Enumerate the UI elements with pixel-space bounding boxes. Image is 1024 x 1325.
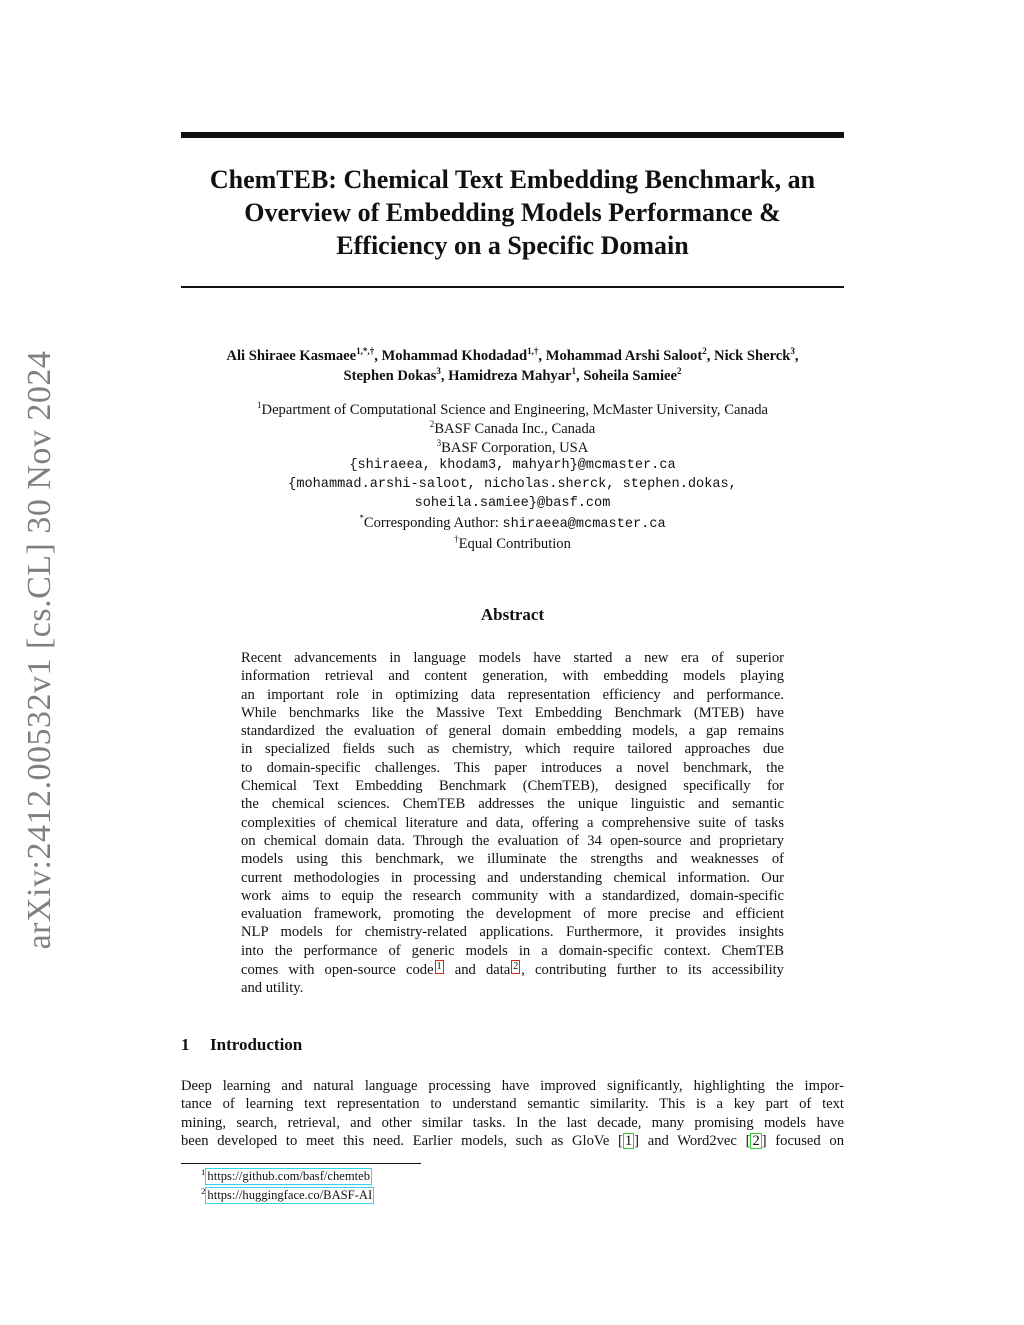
footnote-mark: 1 <box>201 1166 206 1177</box>
author-separator: , <box>794 348 799 364</box>
abstract-line: Recent advancements in language models have started a new era of superior <box>241 650 784 666</box>
abstract-line: complexities of chemical literature and data, offering a comprehensive suite of tasks <box>241 814 784 831</box>
author-affiliation-mark: 3 <box>436 366 441 377</box>
affiliation-text: BASF Corporation, USA <box>441 439 589 456</box>
affiliation-text: BASF Canada Inc., Canada <box>434 420 596 437</box>
footnote-rule <box>181 1163 421 1164</box>
citation-link-1[interactable]: 1 <box>624 1133 633 1150</box>
footnote <box>201 1186 701 1205</box>
footnotes <box>201 1167 701 1205</box>
affiliation-text: Department of Computational Science and Engineering, McMaster University, Canada <box>261 402 768 418</box>
introduction-text: ] focused on <box>761 1133 844 1150</box>
abstract-line: in specialized fields such as chemistry, which require tailored approaches due <box>241 741 784 758</box>
introduction-line-with-citations <box>181 1132 844 1150</box>
author-affiliation-mark: 3 <box>790 346 795 357</box>
abstract-line: standardized the evaluation of general domain embedding models, a gap remains <box>241 723 784 740</box>
author-name: Mohammad Khodadad <box>381 348 528 364</box>
paper-page <box>181 0 844 1325</box>
abstract-line: into the performance of generic models in a domain-specific context. ChemTEB <box>241 942 784 959</box>
abstract-line: on chemical domain data. Through the evaluation of 34 open-source and proprietary <box>241 832 784 849</box>
introduction-line: mining, search, retrieval, and other similar tasks. In the last decade, many promising models have <box>181 1114 844 1131</box>
abstract-line: work aims to equip the research community with a standardized, domain-specific <box>241 887 784 904</box>
paper-title <box>181 163 844 262</box>
author-name: Ali Shiraee Kasmaee <box>226 348 357 364</box>
abstract-line: Chemical Text Embedding Benchmark (ChemTEB), designed specifically for <box>241 778 784 795</box>
author-name: Stephen Dokas <box>343 368 437 384</box>
corresponding-author <box>181 514 844 535</box>
email-line: {mohammad.arshi-saloot, nicholas.sherck, stephen.dokas, <box>288 477 737 493</box>
introduction-line: tance of learning text representation to understand semantic similarity. This is a key part of text <box>181 1096 844 1113</box>
introduction-line: Deep learning and natural language processing have improved significantly, highlighting the impor- <box>181 1078 844 1094</box>
title-rule-bottom <box>181 286 844 288</box>
abstract-line: information retrieval and content generation, with embedding models playing <box>241 668 784 685</box>
abstract-line: evaluation framework, promoting the development of more precise and efficient <box>241 906 784 923</box>
footnote-link-2[interactable]: 2 <box>513 961 519 973</box>
footnote-mark: 2 <box>201 1185 206 1196</box>
abstract-line: current methodologies in processing and understanding chemical information. Our <box>241 869 784 886</box>
title-line: ChemTEB: Chemical Text Embedding Benchmark, an <box>209 165 816 194</box>
abstract-line: the chemical sciences. ChemTEB addresses the unique linguistic and semantic <box>241 796 784 813</box>
affiliation <box>181 439 844 458</box>
footnote-url-github[interactable]: https://github.com/basf/chemteb <box>207 1169 371 1183</box>
citation-link-2[interactable]: 2 <box>752 1133 760 1150</box>
equal-contribution-mark: † <box>454 533 459 544</box>
footnote-url-huggingface[interactable]: https://huggingface.co/BASF-AI <box>207 1188 373 1202</box>
author-affiliation-mark: 1,*,† <box>356 346 375 357</box>
author-line <box>181 346 844 366</box>
abstract-text: comes with open-source code <box>241 962 434 979</box>
affiliation <box>181 420 844 439</box>
arxiv-identifier-stamp: arXiv:2412.00532v1 [cs.CL] 30 Nov 2024 <box>21 350 58 950</box>
title-rule-top <box>181 132 844 138</box>
author-separator: , <box>440 368 449 384</box>
section-title: Introduction <box>210 1035 303 1054</box>
author-affiliation-mark: 2 <box>677 366 682 377</box>
equal-contribution-text: Equal Contribution <box>458 535 571 552</box>
introduction-text: been developed to meet this need. Earlier models, such as GloVe [ <box>181 1133 623 1150</box>
author-line <box>181 366 844 386</box>
abstract-line: an important role in optimizing data representation efficiency and performance. <box>241 686 784 703</box>
section-number: 1 <box>181 1035 190 1054</box>
author-separator: , <box>706 348 715 364</box>
corresponding-email: shiraeea@mcmaster.ca <box>502 516 666 532</box>
section-heading-introduction <box>181 1034 844 1056</box>
title-line: Overview of Embedding Models Performance & <box>244 198 781 227</box>
author-separator: , <box>576 368 584 384</box>
abstract-line: models using this benchmark, we illuminate the strengths and weaknesses of <box>241 851 784 868</box>
author-name: Nick Sherck <box>714 348 791 364</box>
footnote-link-1[interactable]: 1 <box>436 961 442 973</box>
author-name: Hamidreza Mahyar <box>448 368 572 384</box>
author-separator: , <box>374 348 382 364</box>
email-line: soheila.samiee}@basf.com <box>414 495 611 511</box>
abstract-line: While benchmarks like the Massive Text Embedding Benchmark (MTEB) have <box>241 704 784 721</box>
title-line: Efficiency on a Specific Domain <box>336 231 689 260</box>
introduction-body <box>181 1077 844 1151</box>
author-name: Soheila Samiee <box>583 368 677 384</box>
email-line: {shiraeea, khodam3, mahyarh}@mcmaster.ca <box>349 458 676 474</box>
author-separator: , <box>538 348 546 364</box>
abstract-line: NLP models for chemistry-related applications. Furthermore, it provides insights <box>241 924 784 941</box>
author-affiliation-mark: 1 <box>571 366 577 377</box>
author-name: Mohammad Arshi Saloot <box>545 348 703 364</box>
abstract-line-with-footnotes <box>241 960 784 979</box>
affiliation-mark: 2 <box>429 418 435 429</box>
introduction-text: ] and Word2vec [ <box>634 1133 751 1150</box>
affiliation <box>181 401 844 420</box>
author-affiliation-mark: 2 <box>702 346 707 357</box>
author-affiliation-mark: 1,† <box>527 346 539 357</box>
affiliation-mark: 1 <box>257 400 262 411</box>
abstract-text: , contributing further to its accessibility <box>521 962 784 979</box>
abstract-line: and utility. <box>241 980 304 997</box>
affiliation-mark: 3 <box>436 437 442 448</box>
abstract-text: and data <box>444 962 511 979</box>
author-list <box>181 346 844 386</box>
affiliation-block <box>181 401 844 553</box>
footnote <box>201 1167 701 1186</box>
abstract-heading: Abstract <box>480 605 545 624</box>
corresponding-label: Corresponding Author: <box>363 514 503 531</box>
abstract-line: to domain-specific challenges. This paper introduces a novel benchmark, the <box>241 759 784 776</box>
abstract-body <box>241 649 784 998</box>
equal-contribution-note <box>181 535 844 554</box>
corresponding-mark: * <box>359 512 364 523</box>
